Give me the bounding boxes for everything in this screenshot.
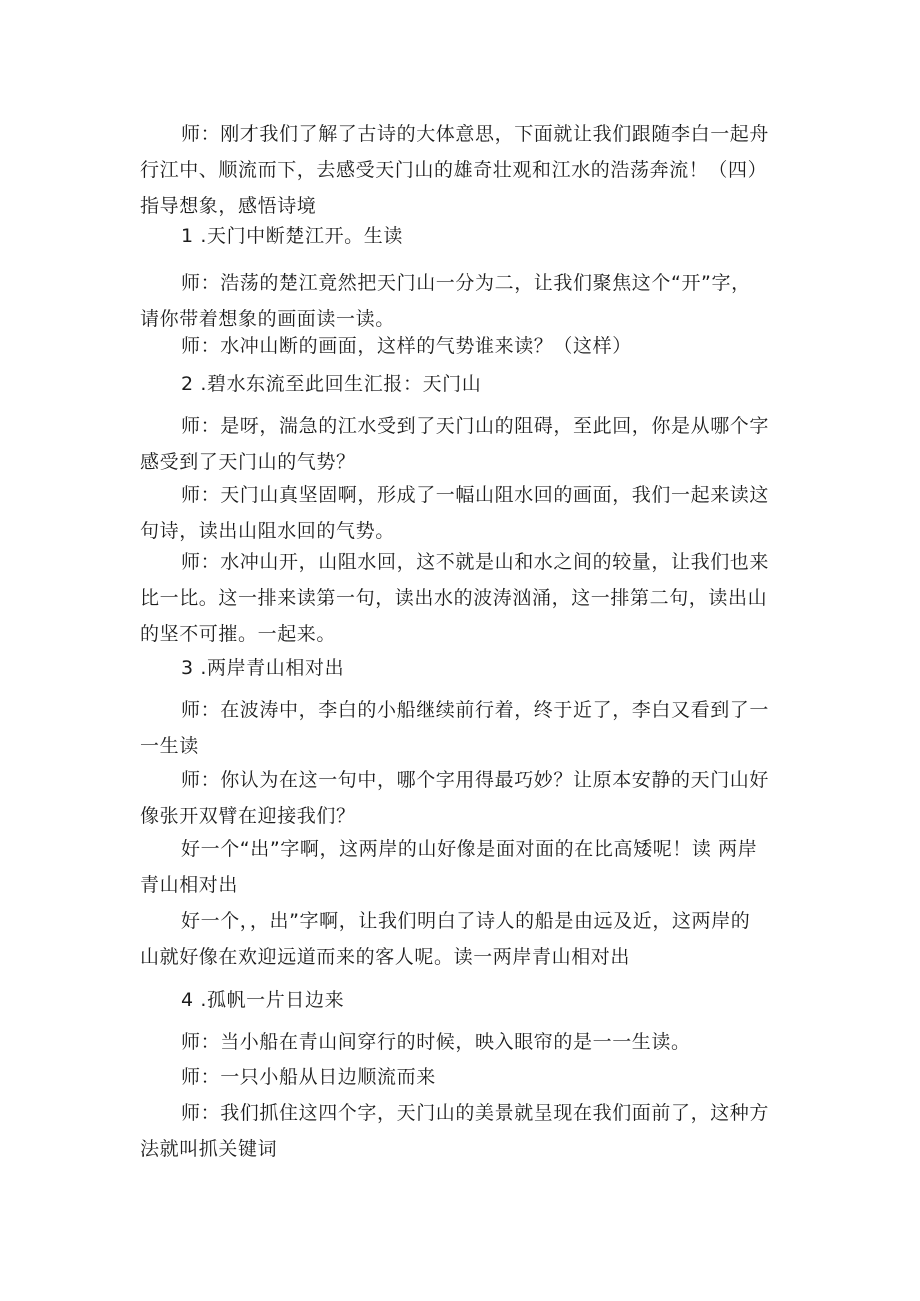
text-line: 指导想象，感悟诗境 xyxy=(140,195,317,217)
section-heading-4 xyxy=(140,982,785,1018)
section-heading-1 xyxy=(140,218,785,254)
text-line: 好一个“出”字啊，这两岸的山好像是面对面的在比高矮呢！读 两岸 xyxy=(181,838,758,860)
paragraph xyxy=(140,1059,785,1095)
paragraph xyxy=(140,762,785,834)
paragraph xyxy=(140,903,785,975)
paragraph-intro xyxy=(140,116,785,224)
paragraph xyxy=(140,1095,785,1167)
heading-text: 1 .天门中断楚江开。生读 xyxy=(181,225,403,247)
section-heading-3 xyxy=(140,650,785,686)
text-line: 师：在波涛中，李白的小船继续前行着，终于近了，李白又看到了一 xyxy=(181,699,770,721)
paragraph xyxy=(140,328,785,364)
section-heading-2 xyxy=(140,366,785,402)
text-line: 好一个，，出”字啊，让我们明白了诗人的船是由远及近，这两岸的 xyxy=(181,910,751,932)
paragraph xyxy=(140,831,785,903)
paragraph xyxy=(140,544,785,652)
text-line: 青山相对出 xyxy=(140,874,239,896)
text-line: 感受到了天门山的气势？ xyxy=(140,451,356,473)
paragraph xyxy=(140,477,785,549)
paragraph xyxy=(140,265,785,337)
text-line: 行江中、顺流而下，去感受天门山的雄奇壮观和江水的浩荡奔流！（四） xyxy=(140,159,768,181)
text-line: 师：是呀，湍急的江水受到了天门山的阻碍，至此回，你是从哪个字 xyxy=(181,415,770,437)
text-line: 的坚不可摧。一起来。 xyxy=(140,623,337,645)
heading-text: 4 .孤帆一片日边来 xyxy=(181,989,345,1011)
paragraph xyxy=(140,408,785,480)
text-line: 师：我们抓住这四个字，天门山的美景就呈现在我们面前了，这种方 xyxy=(181,1102,770,1124)
text-line: 师：水冲山开，山阻水回，这不就是山和水之间的较量，让我们也来 xyxy=(181,551,770,573)
text-line: 句诗，读出山阻水回的气势。 xyxy=(140,520,395,542)
heading-text: 2 .碧水东流至此回生汇报：天门山 xyxy=(181,373,482,395)
text-line: 师：浩荡的楚江竟然把天门山一分为二，让我们聚焦这个“开”字， xyxy=(181,272,751,294)
paragraph xyxy=(140,1024,785,1060)
text-line: 师：水冲山断的画面，这样的气势谁来读？（这样） xyxy=(181,335,632,357)
text-line: 山就好像在欢迎远道而来的客人呢。读一两岸青山相对出 xyxy=(140,946,631,968)
text-line: 像张开双臂在迎接我们？ xyxy=(140,805,356,827)
text-line: 法就叫抓关键词 xyxy=(140,1138,278,1160)
text-line: 师：一只小船从日边顺流而来 xyxy=(181,1066,436,1088)
heading-text: 3 .两岸青山相对出 xyxy=(181,657,345,679)
text-line: 师：你认为在这一句中，哪个字用得最巧妙？让原本安静的天门山好 xyxy=(181,769,770,791)
text-line: 师：当小船在青山间穿行的时候，映入眼帘的是一一生读。 xyxy=(181,1031,691,1053)
text-line: 师：刚才我们了解了古诗的大体意思，下面就让我们跟随李白一起舟 xyxy=(181,123,770,145)
text-line: 请你带着想象的画面读一读。 xyxy=(140,308,395,330)
text-line: 师：天门山真坚固啊，形成了一幅山阻水回的画面，我们一起来读这 xyxy=(181,484,770,506)
text-line: 比一比。这一排来读第一句，读出水的波涛汹涌，这一排第二句，读出山 xyxy=(140,587,768,609)
text-line: 一生读 xyxy=(140,735,199,757)
paragraph xyxy=(140,692,785,764)
